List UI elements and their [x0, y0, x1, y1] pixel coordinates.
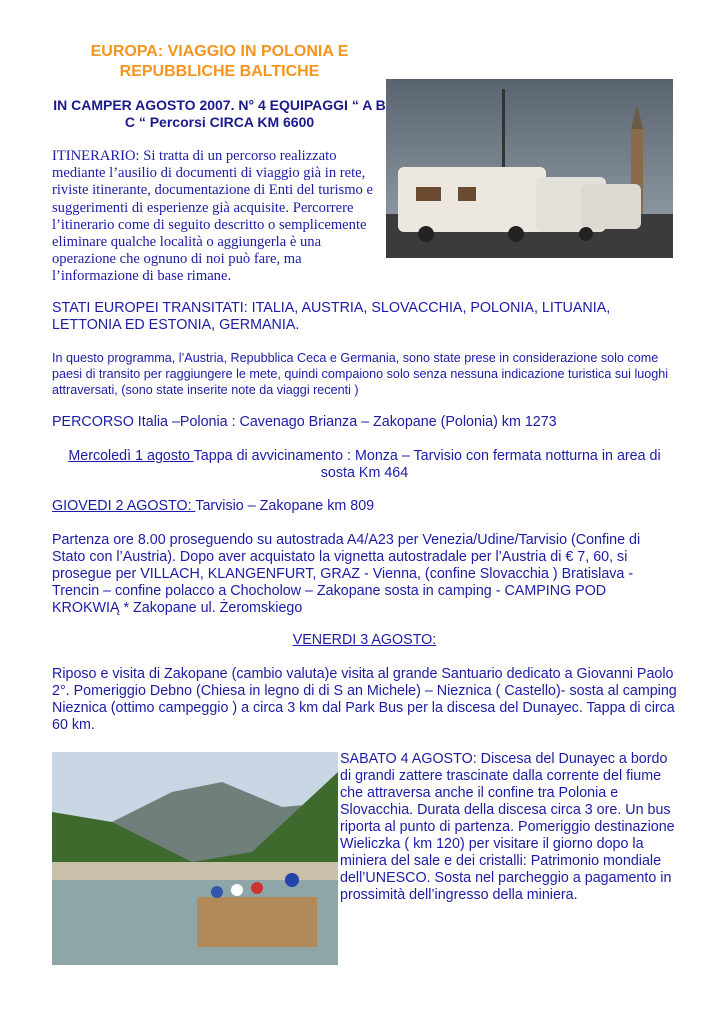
- rafting-photo: [52, 752, 338, 965]
- document-subtitle: IN CAMPER AGOSTO 2007. N° 4 EQUIPAGGI “ A B C “ Percorsi CIRCA KM 6600: [53, 97, 386, 130]
- itinerary-intro: ITINERARIO: Si tratta di un percorso realizzato mediante l’ausilio di documenti di viaggio già in rete, riviste itinerante, documentazione di Enti del turismo e suggerimenti di esperienze già acquisite. Percorrere l’itinerario come di seguito descritto o semplicemente eliminare qualche località o aggiungerla è una operazione che ognuno di noi può fare, ma l’informazione di base rimane.: [52, 148, 373, 285]
- day2-body: Partenza ore 8.00 proseguendo su autostrada A4/A23 per Venezia/Udine/Tarvisio (Confine di Stato con l’Austria). Dopo aver acquistato la vignetta autostradale per l’Austria di € 7, 60, si prosegue per VILLACH, KLANGENFURT, GRAZ - Vienna, (confine Slovacchia ) Bratislava - Trencin – confine polacco a Chocholow – Zakopane sosta in camping - CAMPING POD KROKWIĄ * Zakopane ul. Żeromskiego: [52, 532, 641, 616]
- day4-body: SABATO 4 AGOSTO: Discesa del Dunayec a bordo di grandi zattere trascinate dalla corrente del fiume che attraversa anche il confine tra Polonia e Slovacchia. Durata della discesa circa 3 ore. Un bus riporta al punto di partenza. Pomeriggio destinazione Wieliczka ( km 120) per visitare il giorno dopo la miniera del sale e dei cristalli: Patrimonio mondiale dell’UNESCO. Sosta nel parcheggio a pagamento in prossimità dell’ingresso della miniera.: [340, 751, 675, 903]
- day2-heading-line: [52, 498, 677, 515]
- day1-text: Tappa di avvicinamento : Monza – Tarvisio con fermata notturna in area di sosta Km 464: [193, 448, 661, 481]
- route-summary: PERCORSO Italia –Polonia : Cavenago Brianza – Zakopane (Polonia) km 1273: [52, 414, 557, 430]
- day3-body: Riposo e visita di Zakopane (cambio valuta)e visita al grande Santuario dedicato a Giovanni Paolo 2°. Pomeriggio Debno (Chiesa in legno di di S an Michele) – Nieznica ( Castello)- sosta al camping Nieznica (ottimo campeggio ) a circa 3 km dal Park Bus per la discesa del Dunayec. Tappa di circa 60 km.: [52, 666, 677, 733]
- day2-route: Tarvisio – Zakopane km 809: [195, 498, 375, 514]
- campers-photo: [386, 79, 673, 258]
- day2-heading: GIOVEDI 2 AGOSTO:: [52, 498, 196, 514]
- day1-heading: Mercoledì 1 agosto: [68, 448, 194, 464]
- day1-paragraph: [52, 448, 677, 482]
- document-title: EUROPA: VIAGGIO IN POLONIA E REPUBBLICHE BALTICHE: [90, 43, 349, 80]
- countries-transited: STATI EUROPEI TRANSITATI: ITALIA, AUSTRIA, SLOVACCHIA, POLONIA, LITUANIA, LETTONIA ED ESTONIA, GERMANIA.: [52, 300, 611, 333]
- day3-heading: VENERDI 3 AGOSTO:: [292, 632, 437, 648]
- transit-note: In questo programma, l’Austria, Repubblica Ceca e Germania, sono state prese in considerazione solo come paesi di transito per raggiungere le mete, quindi compaiono solo senza nessuna indicazione turistica sui luoghi attraversati, (sono state inserite note da viaggi recenti ): [52, 351, 669, 397]
- day3-heading-line: [52, 632, 677, 649]
